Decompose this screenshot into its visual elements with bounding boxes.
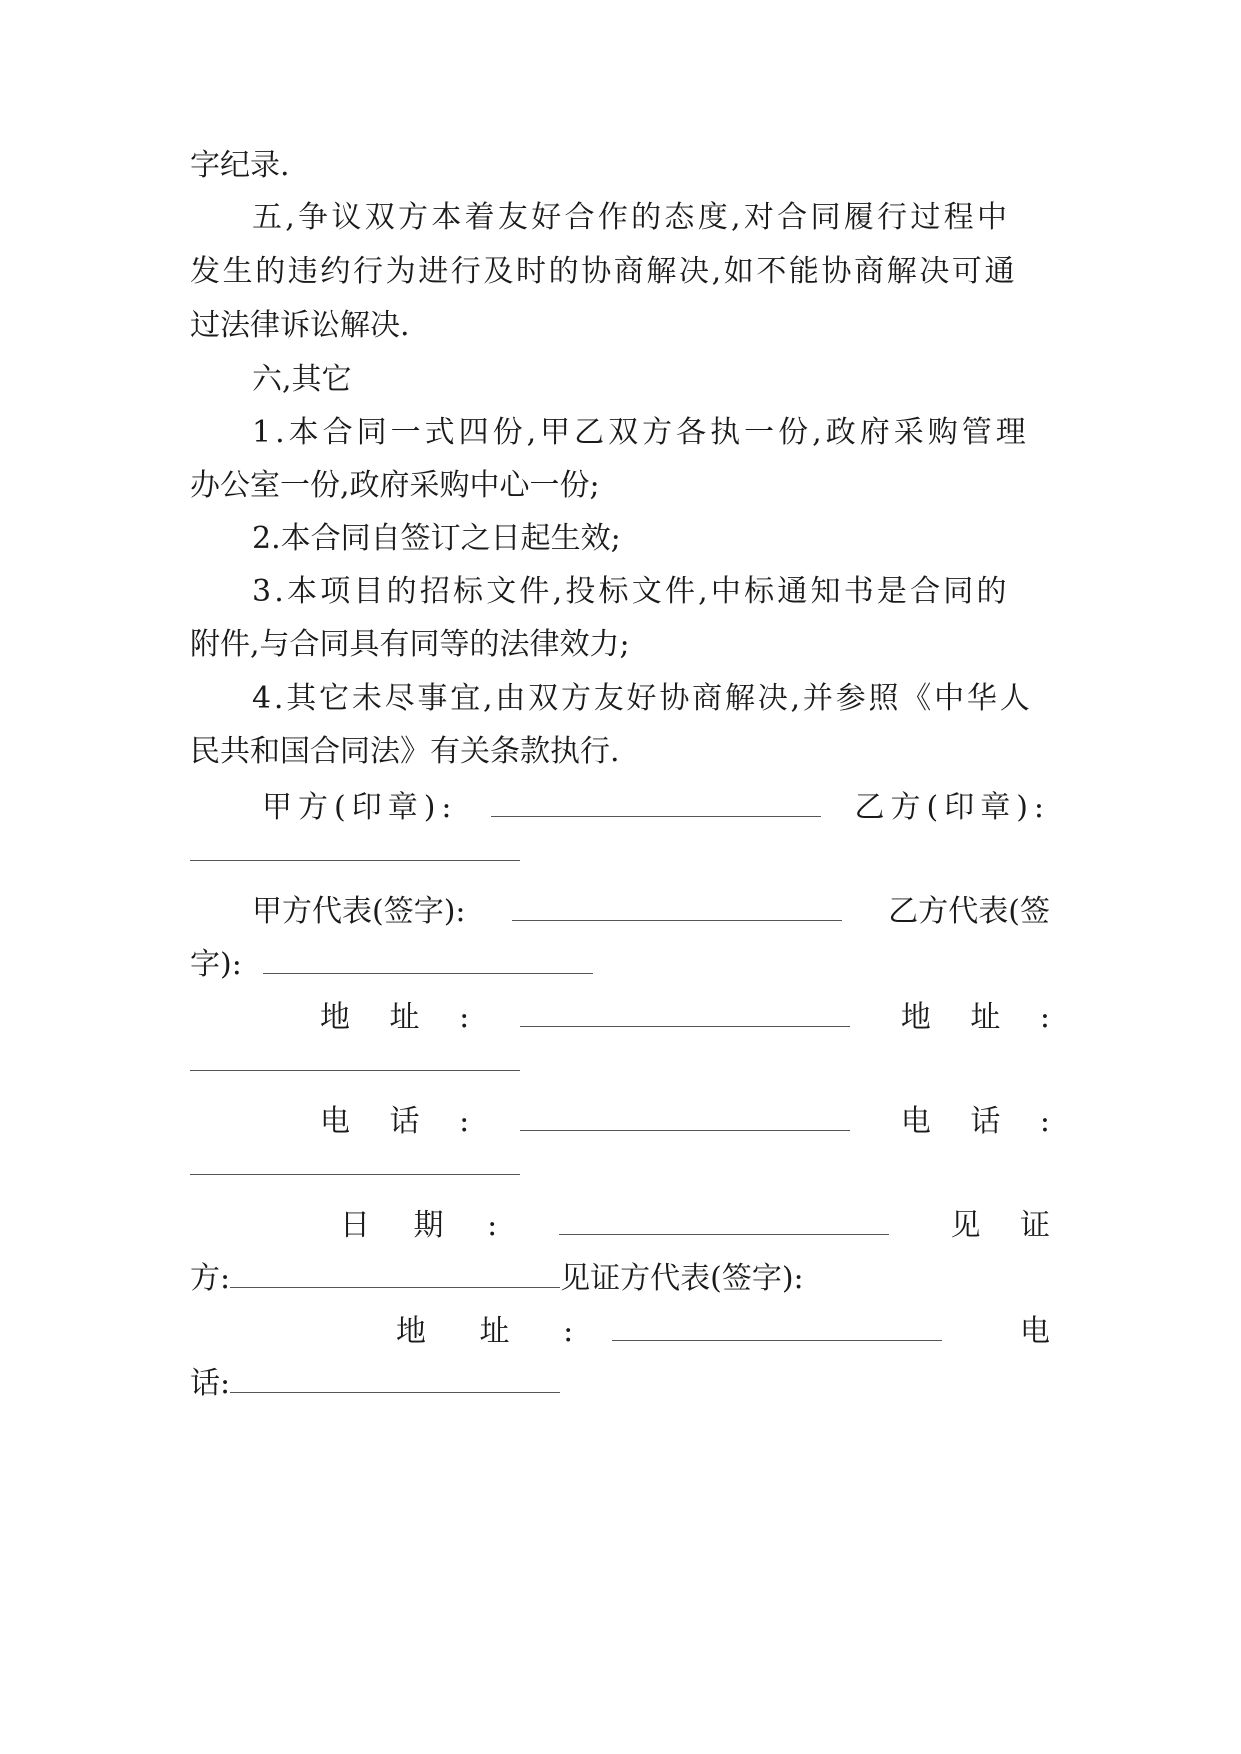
clause-2: 2.本合同自签订之日起生效; <box>252 521 621 556</box>
party-b-phone-label: 电 话 : <box>900 1104 1050 1139</box>
party-b-rep-blank[interactable] <box>263 943 593 974</box>
party-a-seal-label: 甲方(印章): <box>262 790 458 825</box>
clause-1-line-1: 1.本合同一式四份,甲乙双方各执一份,政府采购管理 <box>252 415 1030 450</box>
clause-4-line-1: 4.其它未尽事宜,由双方友好协商解决,并参照《中华人 <box>252 681 1033 716</box>
seal-row <box>190 786 1050 826</box>
party-b-rep-row <box>190 943 1050 983</box>
party-a-address-label: 地 址 : <box>320 1000 470 1035</box>
text-line: 字纪录. <box>190 148 290 183</box>
party-a-rep-label: 甲方代表(签字): <box>252 894 466 929</box>
witness-label: 见 证 <box>950 1208 1050 1243</box>
witness-row <box>190 1257 1050 1297</box>
party-b-seal-blank[interactable] <box>190 830 520 861</box>
section-five-line-1: 五,争议双方本着友好合作的态度,对合同履行过程中 <box>252 200 1011 235</box>
date-label: 日 期 : <box>340 1208 498 1243</box>
party-a-rep-blank[interactable] <box>512 890 842 921</box>
party-b-address-label: 地 址 : <box>900 1000 1050 1035</box>
clause-3-line-2: 附件,与合同具有同等的法律效力; <box>190 627 630 662</box>
witness-phone-blank[interactable] <box>230 1362 560 1393</box>
witness-phone-label-cont: 话: <box>190 1366 231 1401</box>
party-a-seal-blank[interactable] <box>491 786 821 817</box>
phone-row <box>190 1100 1050 1140</box>
witness-blank[interactable] <box>230 1257 560 1288</box>
party-a-address-blank[interactable] <box>520 996 850 1027</box>
section-five-line-3: 过法律诉讼解决. <box>190 308 410 343</box>
witness-phone-label: 电 <box>1020 1314 1050 1349</box>
party-b-phone-blank[interactable] <box>190 1144 520 1175</box>
clause-1-line-2: 办公室一份,政府采购中心一份; <box>190 468 600 503</box>
party-b-address-row <box>190 1040 1050 1080</box>
party-b-rep-label-cont: 字): <box>190 947 242 982</box>
party-b-phone-row <box>190 1144 1050 1184</box>
witness-rep-label: 见证方代表(签字): <box>560 1261 804 1296</box>
party-b-seal-label: 乙方(印章): <box>854 790 1050 825</box>
date-witness-row <box>190 1204 1050 1244</box>
party-a-phone-blank[interactable] <box>520 1100 850 1131</box>
witness-address-label: 地 址 : <box>396 1314 574 1349</box>
representative-row <box>190 890 1050 930</box>
witness-phone-row <box>190 1362 1050 1402</box>
clause-3-line-1: 3.本项目的招标文件,投标文件,中标通知书是合同的 <box>252 574 1010 609</box>
party-b-address-blank[interactable] <box>190 1040 520 1071</box>
section-six-heading: 六,其它 <box>252 362 352 397</box>
witness-address-row <box>190 1310 1050 1350</box>
party-b-seal-row <box>190 830 1050 870</box>
party-b-rep-label: 乙方代表(签 <box>888 894 1050 929</box>
section-five-line-2: 发生的违约行为进行及时的协商解决,如不能协商解决可通 <box>190 254 1018 289</box>
witness-label-cont: 方: <box>190 1261 231 1296</box>
party-a-phone-label: 电 话 : <box>320 1104 470 1139</box>
witness-address-blank[interactable] <box>612 1310 942 1341</box>
address-row <box>190 996 1050 1036</box>
date-blank[interactable] <box>559 1204 889 1235</box>
clause-4-line-2: 民共和国合同法》有关条款执行. <box>190 734 620 769</box>
